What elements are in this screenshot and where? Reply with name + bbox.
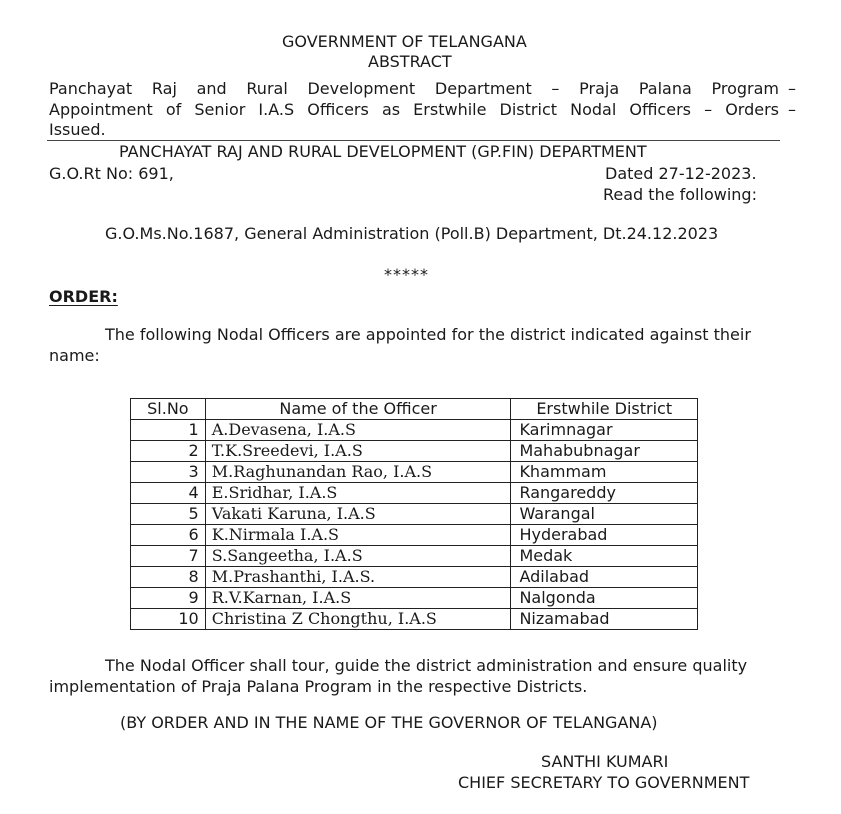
row-district: Warangal (511, 504, 698, 525)
by-order-line: (BY ORDER AND IN THE NAME OF THE GOVERNOR OF TELANGANA) (120, 713, 658, 732)
subject-line-3: Issued. (49, 120, 106, 139)
row-district: Karimnagar (511, 420, 698, 441)
row-sl-no: 6 (131, 525, 206, 546)
row-district: Hyderabad (511, 525, 698, 546)
row-district: Nalgonda (511, 588, 698, 609)
row-sl-no: 9 (131, 588, 206, 609)
table-row (131, 588, 698, 609)
row-officer-name: A.Devasena, I.A.S (205, 420, 511, 441)
row-sl-no: 7 (131, 546, 206, 567)
header-officer-name: Name of the Officer (205, 399, 511, 420)
reference-line: G.O.Ms.No.1687, General Administration (Poll.B) Department, Dt.24.12.2023 (105, 224, 719, 243)
row-sl-no: 4 (131, 483, 206, 504)
row-officer-name: Vakati Karuna, I.A.S (205, 504, 511, 525)
row-district: Adilabad (511, 567, 698, 588)
row-officer-name: E.Sridhar, I.A.S (205, 483, 511, 504)
read-following: Read the following: (603, 185, 757, 204)
subject-divider (47, 140, 780, 141)
table-row (131, 483, 698, 504)
table-row (131, 462, 698, 483)
closing-line-1: The Nodal Officer shall tour, guide the district administration and ensure quality (105, 656, 748, 675)
subject-line-2: Appointment of Senior I.A.S Officers as Erstwhile District Nodal Officers – Orders (49, 100, 779, 119)
row-officer-name: T.K.Sreedevi, I.A.S (205, 441, 511, 462)
row-district: Medak (511, 546, 698, 567)
row-sl-no: 8 (131, 567, 206, 588)
table-row (131, 546, 698, 567)
go-number: G.O.Rt No: 691, (49, 164, 174, 183)
row-officer-name: R.V.Karnan, I.A.S (205, 588, 511, 609)
row-officer-name: M.Prashanthi, I.A.S. (205, 567, 511, 588)
table-row (131, 420, 698, 441)
row-officer-name: K.Nirmala I.A.S (205, 525, 511, 546)
separator-stars: ***** (384, 265, 429, 284)
order-heading: ORDER: (49, 287, 118, 306)
row-sl-no: 10 (131, 609, 206, 630)
row-district: Mahabubnagar (511, 441, 698, 462)
subject-dash-2: – (788, 100, 796, 119)
row-district: Rangareddy (511, 483, 698, 504)
row-sl-no: 3 (131, 462, 206, 483)
row-sl-no: 1 (131, 420, 206, 441)
subject-line-1: Panchayat Raj and Rural Development Department – Praja Palana Program (49, 79, 779, 98)
header-district: Erstwhile District (511, 399, 698, 420)
table-row (131, 609, 698, 630)
order-intro-line-1: The following Nodal Officers are appointed for the district indicated against their (105, 325, 751, 344)
row-officer-name: S.Sangeetha, I.A.S (205, 546, 511, 567)
go-date: Dated 27-12-2023. (605, 164, 757, 183)
signatory-title: CHIEF SECRETARY TO GOVERNMENT (458, 773, 750, 792)
row-sl-no: 5 (131, 504, 206, 525)
abstract-title: ABSTRACT (368, 52, 452, 71)
row-district: Nizamabad (511, 609, 698, 630)
closing-line-2: implementation of Praja Palana Program in the respective Districts. (49, 677, 588, 696)
subject-dash-1: – (788, 79, 796, 98)
row-officer-name: Christina Z Chongthu, I.A.S (205, 609, 511, 630)
order-intro-line-2: name: (49, 346, 100, 365)
table-header-row (131, 399, 698, 420)
signatory-name: SANTHI KUMARI (541, 752, 669, 771)
header-sl-no: Sl.No (131, 399, 206, 420)
table-row (131, 504, 698, 525)
government-title: GOVERNMENT OF TELANGANA (282, 32, 527, 51)
table-row (131, 441, 698, 462)
row-officer-name: M.Raghunandan Rao, I.A.S (205, 462, 511, 483)
table-row (131, 567, 698, 588)
nodal-officers-table (130, 398, 698, 630)
table-row (131, 525, 698, 546)
row-sl-no: 2 (131, 441, 206, 462)
row-district: Khammam (511, 462, 698, 483)
department-heading: PANCHAYAT RAJ AND RURAL DEVELOPMENT (GP.FIN) DEPARTMENT (119, 142, 647, 161)
